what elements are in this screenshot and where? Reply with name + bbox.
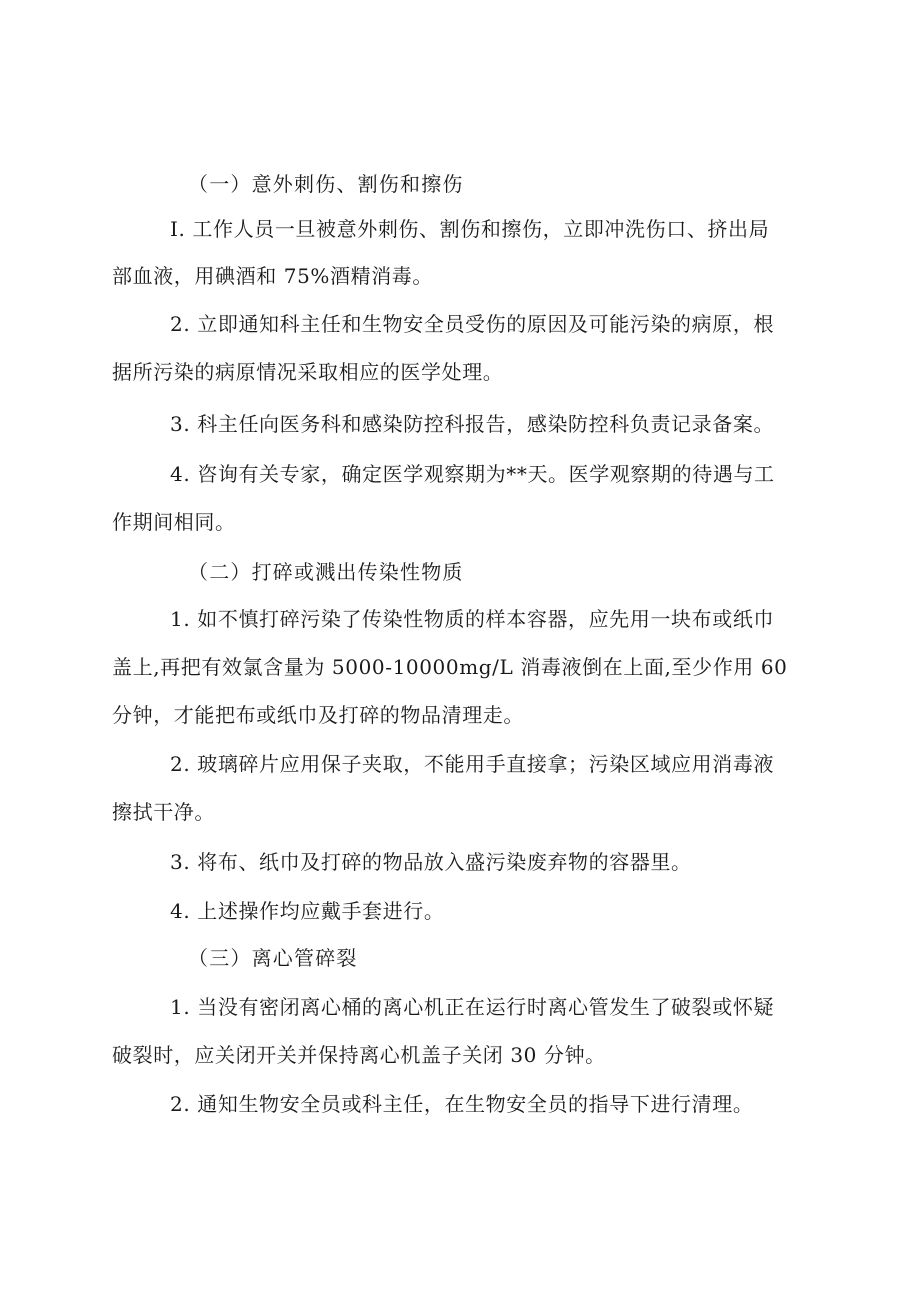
paragraph-line: 2. 立即通知科主任和生物安全员受伤的原因及可能污染的病原，根 [170,312,775,336]
paragraph-line: 破裂时，应关闭开关并保持离心机盖子关闭 30 分钟。 [112,1043,606,1067]
paragraph-line: 1. 如不慎打碎污染了传染性物质的样本容器，应先用一块布或纸巾 [170,607,775,631]
section-heading-2: （二）打碎或溅出传染性物质 [188,560,464,584]
paragraph-line: 部血液，用碘酒和 75%酒精消毒。 [112,264,434,288]
paragraph-line: 作期间相同。 [112,510,236,534]
paragraph-line: 2. 玻璃碎片应用保子夹取，不能用手直接拿；污染区域应用消毒液 [170,752,775,776]
section-heading-3: （三）离心管碎裂 [188,946,358,970]
paragraph-line: I. 工作人员一旦被意外刺伤、割伤和擦伤，立即冲洗伤口、挤出局 [170,217,770,241]
paragraph-line: 4. 上述操作均应戴手套进行。 [170,899,445,923]
paragraph-line: 擦拭干净。 [112,800,215,824]
paragraph-line: 2. 通知生物安全员或科主任，在生物安全员的指导下进行清理。 [170,1092,754,1116]
paragraph-line: 分钟，才能把布或纸巾及打碎的物品清理走。 [112,703,524,727]
paragraph-line: 1. 当没有密闭离心桶的离心机正在运行时离心管发生了破裂或怀疑 [170,995,775,1019]
section-heading-1: （一）意外刺伤、割伤和擦伤 [188,172,464,196]
paragraph-line: 据所污染的病原情况采取相应的医学处理。 [112,360,504,384]
paragraph-line: 盖上,再把有效氯含量为 5000-10000mg/L 消毒液倒在上面,至少作用 60 [112,655,788,679]
paragraph-line: 4. 咨询有关专家，确定医学观察期为**天。医学观察期的待遇与工 [170,462,775,486]
paragraph-line: 3. 科主任向医务科和感染防控科报告，感染防控科负责记录备案。 [170,412,775,436]
paragraph-line: 3. 将布、纸巾及打碎的物品放入盛污染废弃物的容器里。 [170,850,692,874]
